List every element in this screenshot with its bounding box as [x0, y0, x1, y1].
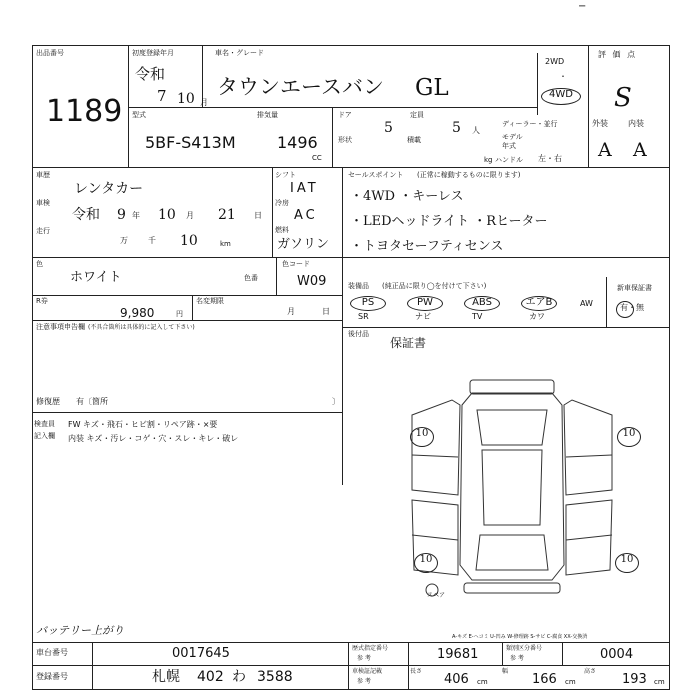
shift-label: シフト: [275, 171, 296, 179]
fuel-label: 燃料: [275, 226, 289, 234]
drive-dot: ・: [559, 72, 567, 81]
plate-region: 札幌: [152, 669, 180, 685]
reg-year: 7: [157, 87, 167, 105]
repair-value: 有〔箇所: [76, 397, 108, 406]
lot-number: 1189: [46, 94, 123, 129]
chassis-label: 車台番号: [36, 648, 68, 657]
fuel-value: ガソリン: [277, 237, 330, 252]
kigen-day: 日: [322, 307, 330, 316]
inspector-label-2: 記入欄: [34, 432, 55, 440]
reg-era: 令和: [135, 65, 166, 83]
inspection-month-unit: 月: [186, 211, 194, 220]
tire-front-left: 10: [410, 427, 434, 447]
doors-label: ドア: [338, 111, 352, 119]
sales-point-2: ・LEDヘッドライト ・Rヒーター: [350, 214, 548, 229]
height-label: 高さ: [584, 668, 597, 675]
color-code-label: 色番: [244, 274, 258, 282]
car-grade: GL: [415, 75, 449, 101]
color-label: 色: [36, 260, 43, 268]
inspection-year-unit: 年: [132, 211, 140, 220]
grade-overall: S: [614, 83, 632, 113]
tire-rear-right: 10: [615, 553, 639, 573]
handwritten-note: バッテリー上がり: [36, 624, 124, 637]
color-code: W09: [297, 274, 327, 289]
plate-label: 登録番号: [36, 672, 68, 681]
mileage-unit: km: [220, 240, 231, 248]
sales-point-1: ・4WD ・キーレス: [350, 189, 464, 204]
history-value: レンタカー: [74, 181, 144, 197]
inspection-year: 9: [117, 207, 126, 223]
handle-value: 左・右: [538, 154, 562, 163]
exterior-grade: A: [598, 139, 612, 161]
inspector-row-1: FW キズ・飛石・ヒビ割・リペア跡・×要: [68, 420, 218, 429]
grade-label: 評 価 点: [598, 50, 638, 59]
plate-kana: わ: [232, 669, 246, 685]
plate-number: 3588: [257, 669, 293, 685]
inspection-month: 10: [158, 207, 176, 223]
model-label: 型式: [132, 111, 146, 119]
warranty-label: 新車保証書: [617, 284, 652, 292]
length-unit: cm: [477, 678, 488, 686]
equipment-item-0: PS: [350, 296, 386, 311]
doors-value: 5: [384, 120, 393, 136]
width-unit: cm: [565, 678, 576, 686]
recycle-unit: 円: [176, 310, 183, 318]
plate-class: 402: [197, 669, 224, 685]
load-unit: kg: [484, 156, 493, 164]
color-code-title: 色コード: [282, 260, 310, 268]
inspection-day-unit: 日: [254, 211, 262, 220]
inspection-label: 車検: [36, 199, 50, 207]
notes-label: 注意事項申告欄: [36, 323, 85, 331]
length-value: 406: [444, 672, 469, 687]
history-label: 車歴: [36, 171, 50, 179]
inspector-label-1: 検査員: [34, 420, 55, 428]
reg-date-label: 初度登録年月: [132, 49, 174, 57]
warranty-circle: [616, 301, 634, 318]
displacement-unit: CC: [312, 154, 322, 162]
equipment-item-sub-0: SR: [358, 312, 369, 321]
inspection-era: 令和: [72, 207, 100, 223]
lot-label: 出品番号: [36, 49, 64, 57]
equipment-item-3: エアB: [521, 296, 557, 311]
model-year-label: モデル: [502, 133, 523, 141]
displacement-label: 排気量: [257, 111, 278, 119]
tire-rear-left: 10: [414, 553, 438, 573]
width-value: 166: [532, 672, 557, 687]
sales-points-note: (正常に稼動するものに限ります): [417, 171, 521, 179]
sales-points-label: セールスポイント: [348, 171, 404, 179]
equipment-item-2: ABS: [464, 296, 500, 311]
aftermarket-value: 保証書: [390, 336, 427, 350]
type-no-label: 類別区分番号: [506, 645, 543, 652]
ref-no-label2: 参 考: [357, 655, 371, 662]
height-unit: cm: [654, 678, 665, 686]
model-code: 5BF-S413M: [145, 133, 236, 152]
color-value: ホワイト: [70, 270, 122, 285]
width-label: 幅: [502, 668, 509, 675]
drive-4wd-circled: 4WD: [541, 88, 581, 105]
capacity-label: 定員: [410, 111, 424, 119]
equipment-note: (純正品に限り◯を付けて下さい): [382, 282, 487, 290]
mileage-label: 走行: [36, 227, 50, 235]
kigen-month: 月: [287, 307, 295, 316]
height-value: 193: [622, 672, 647, 687]
equipment-item-sub-1: ナビ: [415, 312, 431, 321]
type-no-value: 0004: [600, 647, 634, 662]
auction-sheet: [32, 45, 670, 690]
dealer-label: ディーラー・並行: [502, 120, 558, 128]
load-label: 積載: [407, 136, 421, 144]
mileage-value: 10: [180, 233, 198, 249]
recycle-value: 9,980: [120, 306, 155, 320]
repair-label: 修復歴: [36, 397, 60, 406]
warranty-value: 有・無: [620, 303, 644, 312]
reg-month: 10: [177, 91, 195, 107]
kigen-label: 名変期限: [196, 297, 224, 305]
interior-grade: A: [633, 139, 647, 161]
model-year-label2: 年式: [502, 142, 516, 150]
ac-value: AC: [294, 208, 318, 223]
capacity-unit: 人: [472, 126, 480, 135]
shape-label: 形状: [338, 136, 352, 144]
equipment-aw: AW: [580, 299, 593, 308]
type-no-label2: 参 考: [510, 655, 524, 662]
name-label: 車名・グレード: [215, 49, 264, 57]
aftermarket-label: 後付品: [348, 330, 369, 338]
ref-no-value: 19681: [437, 647, 479, 662]
chassis-number: 0017645: [172, 646, 230, 661]
dimensions-label2: 参 考: [357, 678, 371, 685]
equipment-item-1: PW: [407, 296, 443, 311]
ref-no-label: 歴式指定番号: [352, 645, 389, 652]
recycle-label: R券: [36, 297, 48, 305]
spare-label: スペア: [427, 592, 446, 599]
mileage-sen: 千: [148, 236, 156, 245]
length-label: 長さ: [410, 668, 423, 675]
exterior-label: 外装: [592, 119, 608, 128]
inspector-row-2: 内装 キズ・汚レ・コゲ・穴・スレ・キレ・破レ: [68, 434, 239, 443]
inspection-day: 21: [218, 207, 236, 223]
dimensions-label: 車検証記載: [352, 668, 383, 675]
equipment-label: 装備品: [348, 282, 369, 290]
car-name: タウンエースバン: [217, 75, 384, 99]
diagram-legend: A-キズ E-ヘコミ U-凹み W-修理跡 S-サビ C-腐食 XX-交換済: [452, 634, 588, 640]
ac-label: 冷房: [275, 199, 289, 207]
interior-label: 内装: [628, 119, 644, 128]
repair-bracket: 〕: [332, 397, 340, 406]
handle-label: ハンドル: [495, 156, 523, 164]
tire-front-right: 10: [617, 427, 641, 447]
displacement-value: 1496: [277, 133, 318, 152]
notes-note: (不具合箇所は具体的に記入して下さい): [88, 324, 195, 331]
capacity-value: 5: [452, 120, 461, 136]
equipment-item-sub-3: カワ: [529, 312, 545, 321]
shift-value: IAT: [290, 181, 319, 196]
equipment-item-sub-2: TV: [472, 312, 483, 321]
sales-point-3: ・トヨタセーフティセンス: [350, 239, 504, 254]
drive-2wd: 2WD: [545, 57, 565, 66]
corner-mark: −: [578, 1, 587, 12]
reg-month-unit: 月: [200, 98, 208, 107]
mileage-man: 万: [120, 236, 128, 245]
